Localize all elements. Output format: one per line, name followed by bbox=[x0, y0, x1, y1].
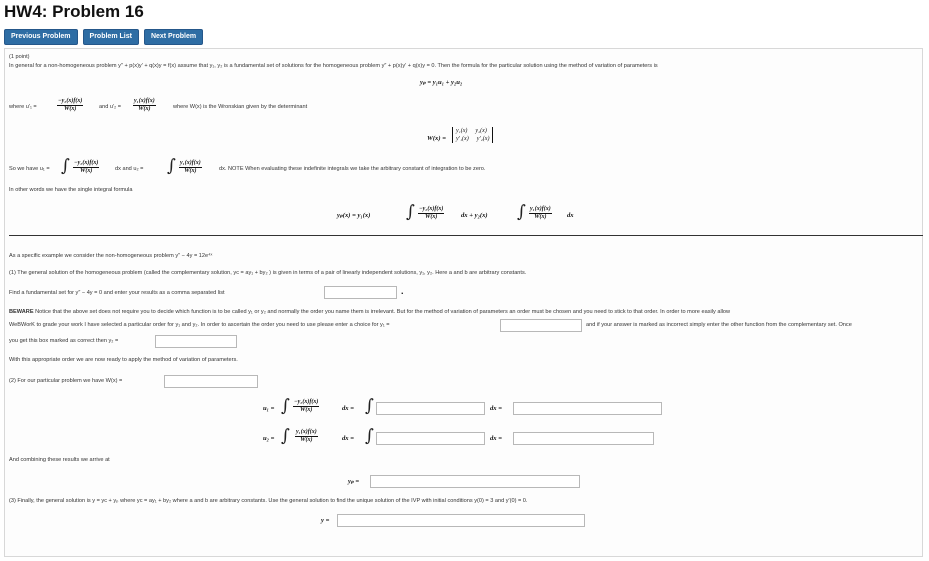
with-this-text: With this appropriate order we are now ready to apply the method of variation of parameters. bbox=[9, 357, 238, 363]
so-u1-numerator: −y₂(x)f(x) bbox=[74, 160, 99, 166]
combining-text: And combining these results we arrive at bbox=[9, 457, 110, 463]
wx-label: W(x) = bbox=[427, 135, 446, 142]
single-frac2-denominator: W(x) bbox=[534, 214, 547, 220]
u1-label: u₁ = bbox=[263, 405, 275, 412]
other-words-text: In other words we have the single integral formula bbox=[9, 187, 133, 193]
u2-fraction bbox=[295, 429, 318, 444]
det-r2c1: y′₁(x) bbox=[456, 136, 469, 142]
so-u2-numerator: y₁(x)f(x) bbox=[180, 160, 201, 166]
u2-numerator: y₁(x)f(x) bbox=[296, 429, 317, 435]
intro-text: In general for a non-homogeneous problem y″ + p(x)y′ + q(x)y = f(x) assume that y₁, y₂ is a fundamental set of solutions for the homogeneous problem y″ + p(x)y′ + q(x)y = 0. Then the formula for the particular solution using the method of variation of parameters is bbox=[9, 63, 658, 69]
integral-sign: ∫ bbox=[281, 396, 290, 416]
det-r2c2: y′₂(x) bbox=[476, 136, 490, 142]
beware-line3: you get this box marked as correct then y₂ = bbox=[9, 338, 119, 344]
u1-denominator: W(x) bbox=[300, 407, 313, 413]
note-text: dx. NOTE When evaluating these indefinite integrals we take the arbitrary constant of integration to be zero. bbox=[219, 166, 486, 172]
wronskian-determinant bbox=[452, 127, 493, 143]
ivp-solution-input[interactable] bbox=[337, 514, 585, 527]
problem-list-button[interactable]: Problem List bbox=[83, 29, 139, 45]
u2-integrand-input[interactable] bbox=[376, 432, 485, 445]
where-prefix: where u′₁ = bbox=[9, 104, 37, 110]
yp-label: yₚ = bbox=[348, 478, 360, 485]
so-u1-fraction bbox=[73, 160, 99, 175]
beware-text1: Notice that the above set does not require you to decide which function is to be called y₁ or y₂ and normally the order you name them is irrelevant. But for the method of variation of parameters an order must be chosen and you need to stick to that order. In order to more easily allow bbox=[35, 309, 731, 315]
and-text: and u′₂ = bbox=[99, 104, 122, 110]
beware-line2a: WeBWorK to grade your work I have selected a particular order for y₁ and y₂. In order to ascertain the order you need to use please enter a choice for y₁ = bbox=[9, 322, 390, 328]
u2-prime-denominator: W(x) bbox=[138, 106, 151, 112]
beware-line1 bbox=[9, 309, 730, 316]
problem-navigation bbox=[4, 29, 203, 45]
u1-integrand-input[interactable] bbox=[376, 402, 485, 415]
u2-prime-numerator: y₁(x)f(x) bbox=[134, 98, 155, 104]
single-formula-frac1 bbox=[418, 206, 444, 221]
next-problem-button[interactable]: Next Problem bbox=[144, 29, 203, 45]
u2-label: u₂ = bbox=[263, 435, 275, 442]
u1-prime-denominator: W(x) bbox=[64, 106, 77, 112]
so-u2-denominator: W(x) bbox=[184, 168, 197, 174]
fundamental-set-input[interactable] bbox=[324, 286, 397, 299]
u1-prime-fraction bbox=[57, 98, 83, 113]
u2-dx-eq: dx = bbox=[342, 435, 354, 442]
section-divider bbox=[9, 235, 923, 236]
y1-choice-input[interactable] bbox=[500, 319, 582, 332]
single-formula-lhs: yₚ(x) = y₁(x) bbox=[337, 212, 371, 219]
single-frac1-numerator: −y₂(x)f(x) bbox=[419, 206, 444, 212]
u2-denominator: W(x) bbox=[300, 437, 313, 443]
yp-input[interactable] bbox=[370, 475, 580, 488]
so-text: So we have u₁ = bbox=[9, 166, 50, 172]
u2-prime-fraction bbox=[133, 98, 156, 113]
single-formula-mid: dx + y₂(x) bbox=[461, 212, 488, 219]
so-u2-fraction bbox=[179, 160, 202, 175]
u1-dx-eq2: dx = bbox=[490, 405, 502, 412]
det-r1c2: y₂(x) bbox=[475, 128, 487, 134]
so-u1-denominator: W(x) bbox=[80, 168, 93, 174]
integral-sign: ∫ bbox=[61, 156, 70, 176]
fundamental-set-prompt: Find a fundamental set for y″ − 4y = 0 and enter your results as a comma separated list bbox=[9, 290, 225, 296]
single-frac2-numerator: y₁(x)f(x) bbox=[530, 206, 551, 212]
problem-body bbox=[4, 48, 923, 557]
u2-result-input[interactable] bbox=[513, 432, 654, 445]
y2-input[interactable] bbox=[155, 335, 237, 348]
part3-text: (3) Finally, the general solution is y = yc + yₚ where yc = ay₁ + by₂ where a and b are arbitrary constants. Use the general solution to find the unique solution of the IVP with initial conditions y(0) = 3 and y′(0) = 0. bbox=[9, 498, 528, 504]
so-and-text: dx and u₂ = bbox=[115, 166, 144, 172]
previous-problem-button[interactable]: Previous Problem bbox=[4, 29, 78, 45]
integral-sign: ∫ bbox=[517, 202, 526, 222]
y-label: y = bbox=[321, 517, 330, 524]
u1-prime-numerator: −y₂(x)f(x) bbox=[58, 98, 83, 104]
u1-numerator: −y₂(x)f(x) bbox=[294, 399, 319, 405]
single-formula-frac2 bbox=[529, 206, 552, 221]
det-r1c1: y₁(x) bbox=[456, 128, 468, 134]
part2-text: (2) For our particular problem we have W(x) = bbox=[9, 378, 123, 384]
single-formula-end: dx bbox=[567, 212, 574, 219]
u1-fraction bbox=[293, 399, 319, 414]
u1-dx-eq: dx = bbox=[342, 405, 354, 412]
u2-dx-eq2: dx = bbox=[490, 435, 502, 442]
page-title: HW4: Problem 16 bbox=[4, 2, 144, 21]
integral-sign: ∫ bbox=[406, 202, 415, 222]
part1-text: (1) The general solution of the homogeneous problem (called the complementary solution, yc = ay₁ + by₂ ) is given in terms of a pair of linearly independent solutions, y₁, y₂. Here a and b are arbitrary constants. bbox=[9, 270, 527, 276]
integral-sign: ∫ bbox=[365, 426, 374, 446]
single-frac1-denominator: W(x) bbox=[425, 214, 438, 220]
specific-example-text: As a specific example we consider the non-homogeneous problem y″ − 4y = 12e⁴ˣ bbox=[9, 253, 213, 259]
u1-result-input[interactable] bbox=[513, 402, 662, 415]
integral-sign: ∫ bbox=[281, 426, 290, 446]
beware-label: BEWARE bbox=[9, 309, 34, 315]
period-mark: . bbox=[401, 286, 404, 296]
yp-formula: yₚ = y₁u₁ + y₂u₂ bbox=[420, 79, 463, 86]
wronskian-input[interactable] bbox=[164, 375, 258, 388]
beware-line2b: and if your answer is marked as incorrect simply enter the other function from the complementary set. Once bbox=[586, 322, 852, 328]
integral-sign: ∫ bbox=[167, 156, 176, 176]
points-label: (1 point) bbox=[9, 54, 30, 60]
integral-sign: ∫ bbox=[365, 396, 374, 416]
wronskian-text: where W(x) is the Wronskian given by the determinant bbox=[173, 104, 308, 110]
